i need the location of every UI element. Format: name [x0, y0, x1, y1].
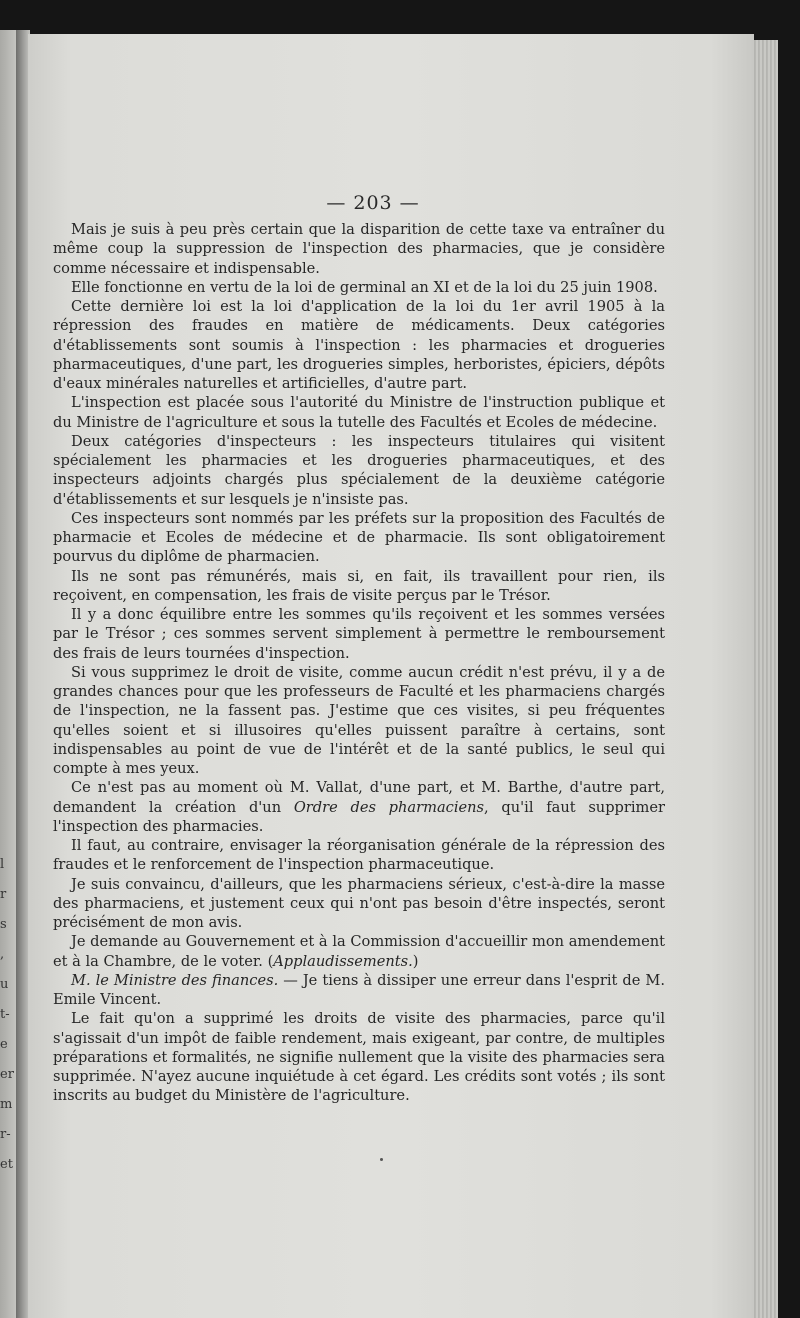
margin-fragment: , — [0, 947, 5, 962]
margin-fragment: r- — [0, 1127, 11, 1142]
margin-fragment: u — [0, 977, 9, 992]
margin-fragment: r — [0, 887, 7, 902]
document-page — [28, 34, 754, 1318]
paragraph: Ils ne sont pas rémunérés, mais si, en fait, ils travaillent pour rien, ils reçoivent, en compensation, les frais de visite perçus par le Trésor. — [53, 567, 665, 604]
paragraph: Il y a donc équilibre entre les sommes qu'ils reçoivent et les sommes versées par le Trésor ; ces sommes servent simplement à permettre le remboursement des frais de leurs tournées d'inspection. — [53, 606, 665, 662]
margin-fragment: s — [0, 917, 7, 932]
margin-fragment: er — [0, 1067, 14, 1082]
paragraph: Ces inspecteurs sont nommés par les préfets sur la proposition des Facultés de pharmacie et Ecoles de médecine et de pharmacie. Ils sont obligatoirement pourvus du diplôme de pharmacien. — [53, 509, 665, 566]
speaker-name: M. le Ministre des finances. — [71, 971, 279, 989]
paragraph — [53, 778, 665, 836]
paragraph: Il faut, au contraire, envisager la réorganisation générale de la répression des fraudes et le renforcement de l'inspection pharmaceutique. — [53, 837, 665, 874]
italic-applause: Applaudissements. — [273, 952, 413, 970]
margin-fragment: m — [0, 1097, 13, 1112]
paragraph: L'inspection est placée sous l'autorité du Ministre de l'instruction publique et du Ministre de l'agriculture et sous la tutelle des Facultés et Ecoles de médecine. — [53, 394, 665, 431]
paragraph: Deux catégories d'inspecteurs : les inspecteurs titulaires qui visitent spécialement les pharmacies et les drogueries pharmaceutiques, et des inspecteurs adjoints chargés plus spécialement de la deuxième catégorie d'établissements et sur lesquels je n'insiste pas. — [53, 432, 665, 508]
paragraph: Je suis convaincu, d'ailleurs, que les pharmaciens sérieux, c'est-à-dire la masse des pharmaciens, et justement ceux qui n'ont pas besoin d'être inspectés, seront précisément de mon avis. — [53, 875, 665, 931]
paragraph — [53, 932, 665, 971]
margin-fragment: e — [0, 1037, 8, 1052]
paragraph: Elle fonctionne en vertu de la loi de germinal an XI et de la loi du 25 juin 1908. — [71, 278, 658, 296]
paragraph-text: Ce n'est pas au moment où M. Vallat, d'une part, et M. Barthe, d'autre part, demandent la création d'un — [53, 779, 665, 816]
ink-speck — [380, 1158, 383, 1161]
paragraph-text: Je demande au Gouvernement et à la Commission d'accueillir mon amendement et à la Chambre, de le voter. ( — [53, 933, 665, 970]
paragraph: Mais je suis à peu près certain que la disparition de cette taxe va entraîner du même coup la suppression de l'inspection des pharmacies, que je considère comme nécessaire et indispensable. — [53, 221, 665, 277]
body-text — [53, 220, 665, 1106]
paragraph-text: — Je tiens à dissiper une erreur dans l'esprit de M. Emile Vincent. — [53, 971, 665, 1008]
italic-title: Ordre des pharmaciens — [293, 798, 485, 816]
paragraph — [53, 971, 665, 1010]
paragraph-text: ) — [412, 952, 419, 970]
page-stack-edge — [752, 40, 778, 1318]
paragraph-text: , qu'il faut supprimer l'inspection des pharmacies. — [53, 798, 665, 835]
paragraph: Cette dernière loi est la loi d'application de la loi du 1er avril 1905 à la répression des fraudes en matière de médicaments. Deux catégories d'établissements sont soumis à l'inspection : les pharmacies et drogueries pharmaceutiques, d'une part, les drogueries simples, herboristes, épiciers, dépôts d'eaux minérales naturelles et artificielles, d'autre part. — [53, 298, 665, 392]
paragraph: Si vous supprimez le droit de visite, comme aucun crédit n'est prévu, il y a de grandes chances pour que les professeurs de Faculté et les pharmaciens chargés de l'inspection, ne la fassent pas. J'estime que ces visites, si peu fréquentes qu'elles soient et si illusoires qu'elles puissent paraître à certains, sont indispensables au point de vue de l'intérêt et de la santé publics, le seul qui compte à mes yeux. — [53, 663, 665, 777]
margin-fragment: l — [0, 857, 5, 872]
page-number: — 203 — — [326, 192, 420, 214]
margin-fragment: et — [0, 1157, 13, 1172]
paragraph: Le fait qu'on a supprimé les droits de visite des pharmacies, parce qu'il s'agissait d'un impôt de faible rendement, mais exigeant, par contre, de multiples préparations et formalités, ne signifie nullement que la visite des pharmacies sera supprimée. N'ayez aucune inquiétude à cet égard. Les crédits sont votés ; ils sont inscrits au budget du Ministère de l'agriculture. — [53, 1010, 665, 1105]
margin-fragment: t- — [0, 1007, 10, 1022]
